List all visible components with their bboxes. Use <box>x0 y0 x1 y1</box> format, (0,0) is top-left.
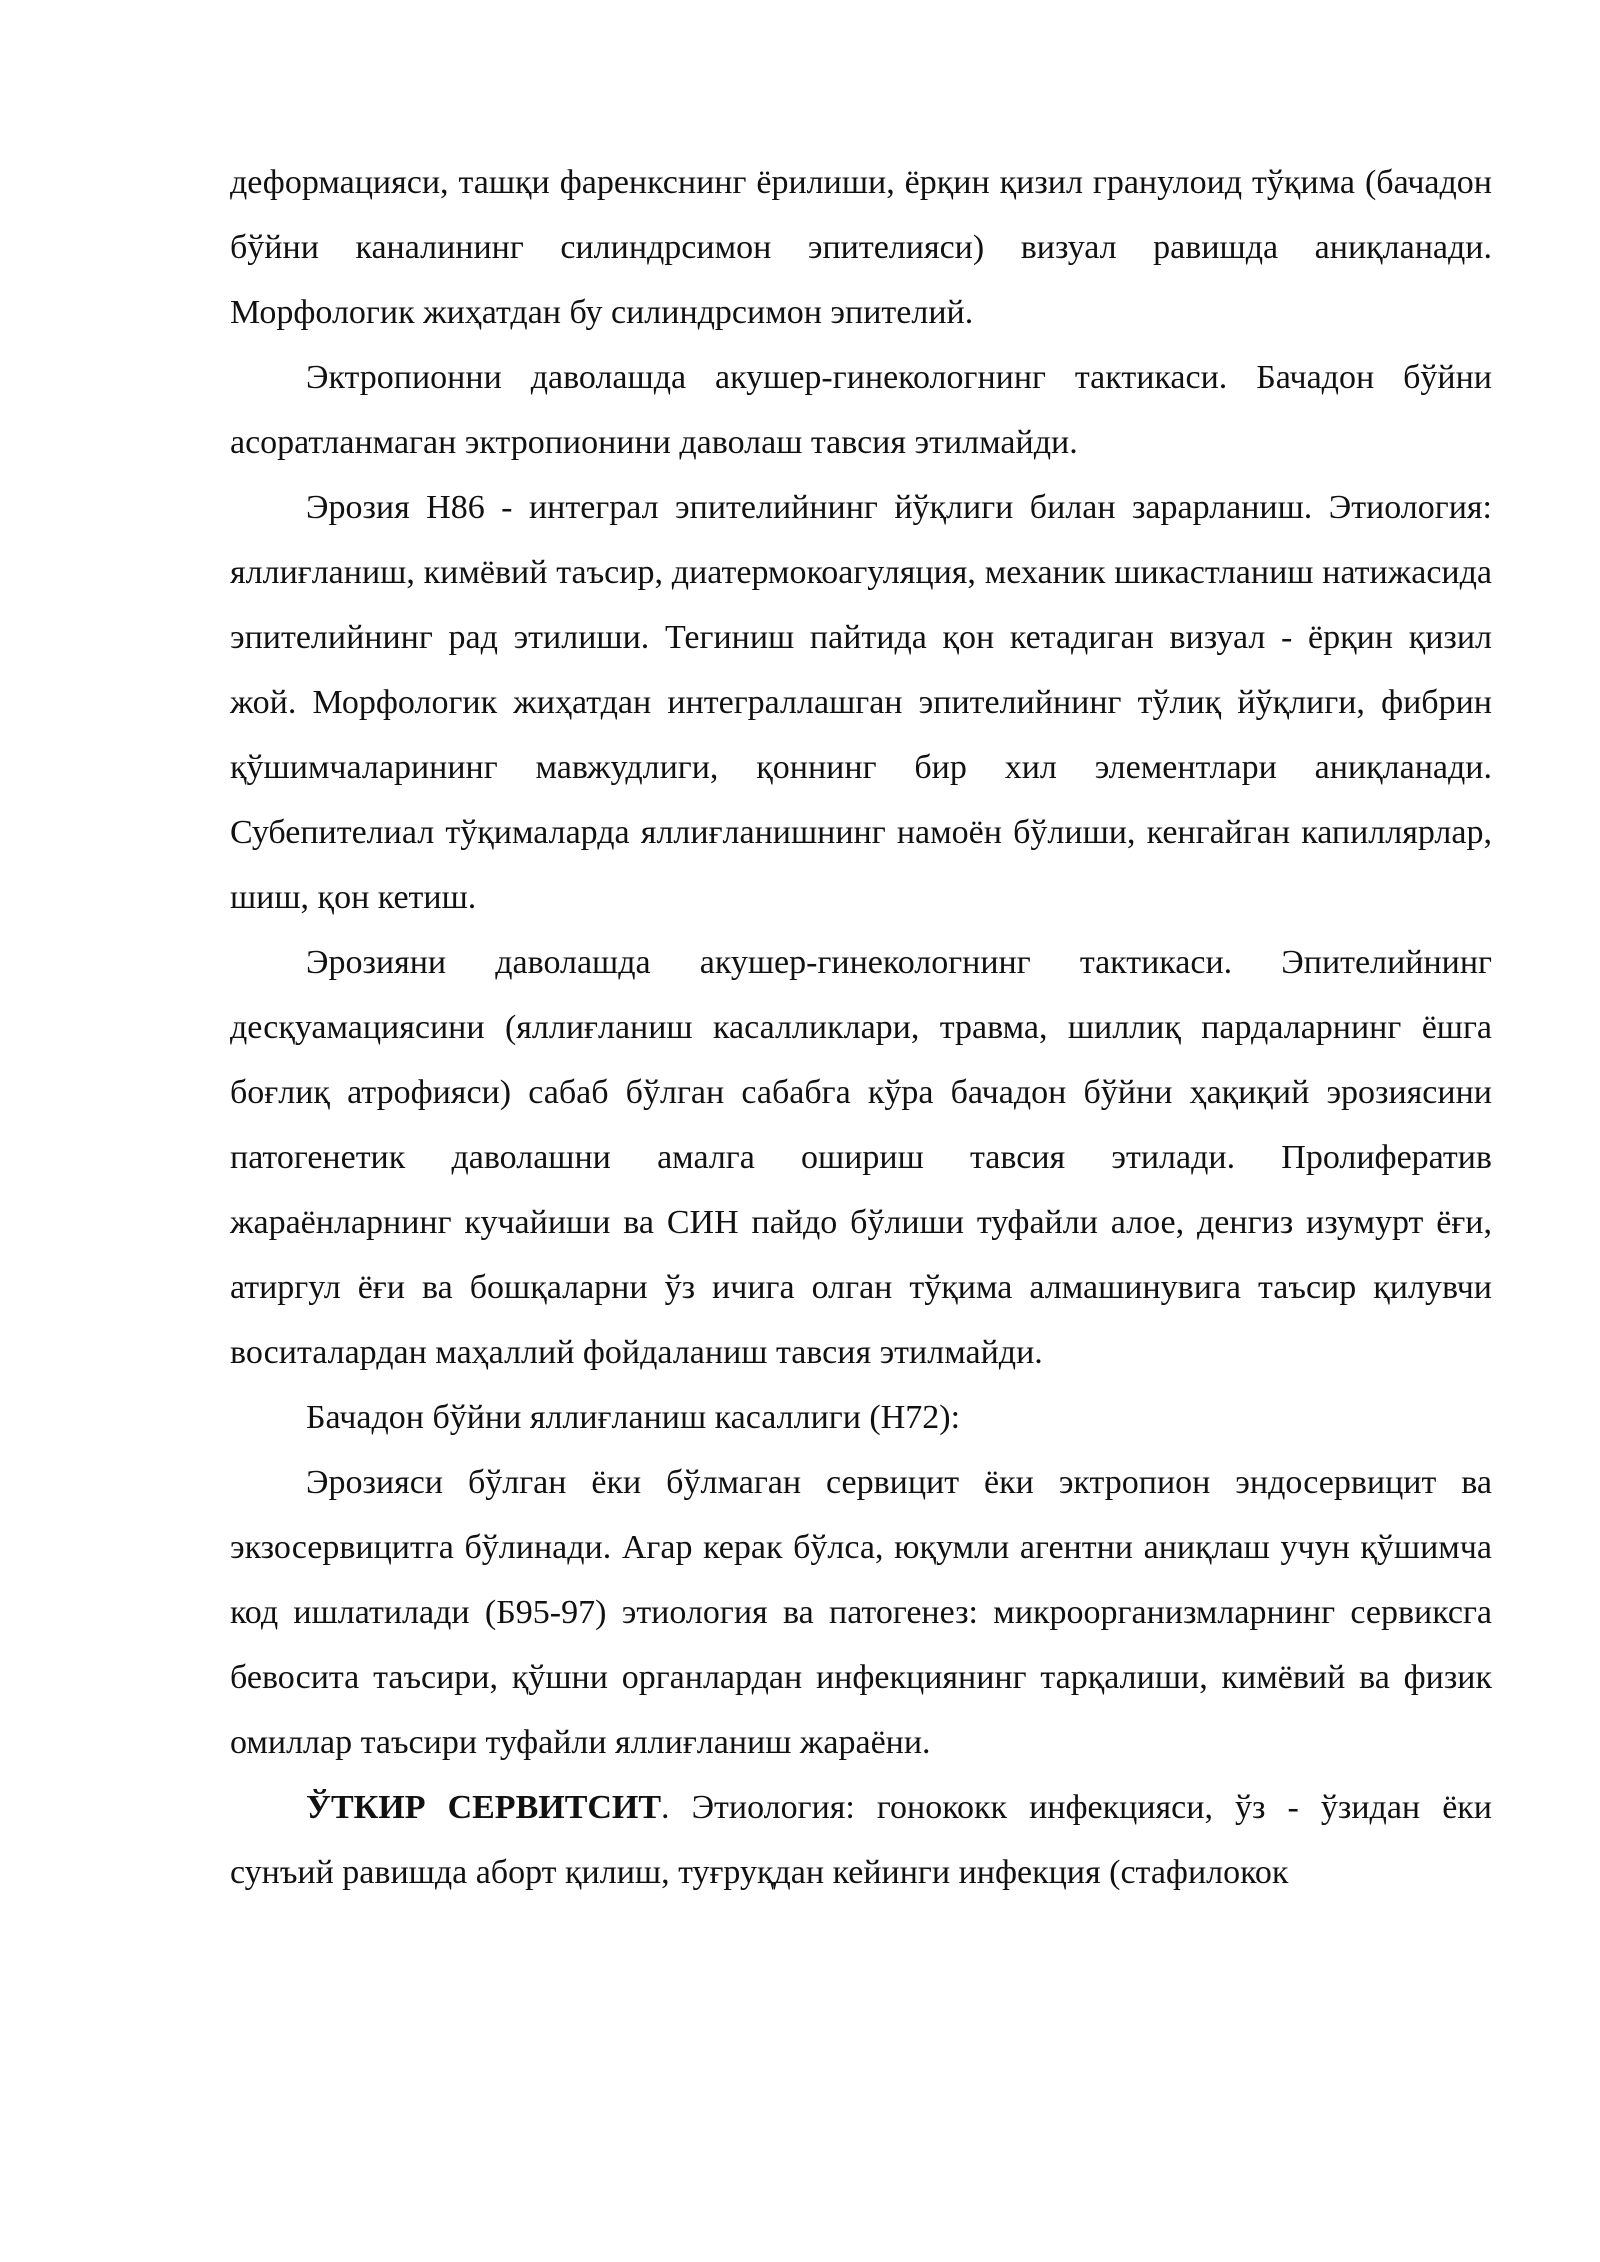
paragraph-cervicitis: Эрозияси бўлган ёки бўлмаган сервицит ёки эктропион эндосервицит ва экзосервицитга бўлинади. Агар керак бўлса, юқумли агентни аниқлаш учун қўшимча код ишлатилади (Б95-97) этиология ва патогенез: микроорганизмларнинг сервиксга бевосита таъсири, қўшни органлардан инфекциянинг тарқалиши, кимёвий ва физик омиллар таъсири туфайли яллиғланиш жараёни. <box>230 1464 1492 1761</box>
paragraph-text: . Этиология: гонококк инфекцияси, ўз - ўзидан ёки сунъий равишда аборт қилиш, туғруқдан кейинги инфекция (стафилокок <box>230 1789 1492 1891</box>
paragraph-acute-cervicitis <box>230 1775 1492 1905</box>
paragraph-cervicitis-title: Бачадон бўйни яллиғланиш касаллиги (Н72): <box>306 1399 961 1436</box>
section-heading: ЎТКИР СЕРВИТСИТ <box>306 1789 662 1826</box>
paragraph-continuation: деформацияси, ташқи фаренкснинг ёрилиши, ёрқин қизил гранулоид тўқима (бачадон бўйни каналининг силиндрсимон эпителияси) визуал равишда аниқланади. Морфологик жиҳатдан бу силиндрсимон эпителий. <box>230 164 1492 331</box>
paragraph-erosion: Эрозия Н86 - интеграл эпителийнинг йўқлиги билан зарарланиш. Этиология: яллиғланиш, кимёвий таъсир, диатермокоагуляция, механик шикастланиш натижасида эпителийнинг рад этилиши. Тегиниш пайтида қон кетадиган визуал - ёрқин қизил жой. Морфологик жиҳатдан интеграллашган эпителийнинг тўлиқ йўқлиги, фибрин қўшимчаларининг мавжудлиги, қоннинг бир хил элементлари аниқланади. Субепителиал тўқималарда яллиғланишнинг намоён бўлиши, кенгайган капиллярлар, шиш, қон кетиш. <box>230 489 1492 916</box>
paragraph-ectropion-treatment: Эктропионни даволашда акушер-гинекологнинг тактикаси. Бачадон бўйни асоратланмаган эктропионини даволаш тавсия этилмайди. <box>230 359 1492 461</box>
paragraph-erosion-treatment: Эрозияни даволашда акушер-гинекологнинг тактикаси. Эпителийнинг десқуамациясини (яллиғланиш касалликлари, травма, шиллиқ пардаларнинг ёшга боғлиқ атрофияси) сабаб бўлган сабабга кўра бачадон бўйни ҳақиқий эрозиясини патогенетик даволашни амалга ошириш тавсия этилади. Пролифератив жараёнларнинг кучайиши ва СИН пайдо бўлиши туфайли алое, денгиз изумурт ёғи, атиргул ёғи ва бошқаларни ўз ичига олган тўқима алмашинувига таъсир қилувчи воситалардан маҳаллий фойдаланиш тавсия этилмайди. <box>230 944 1492 1371</box>
document-page <box>230 150 1492 1905</box>
